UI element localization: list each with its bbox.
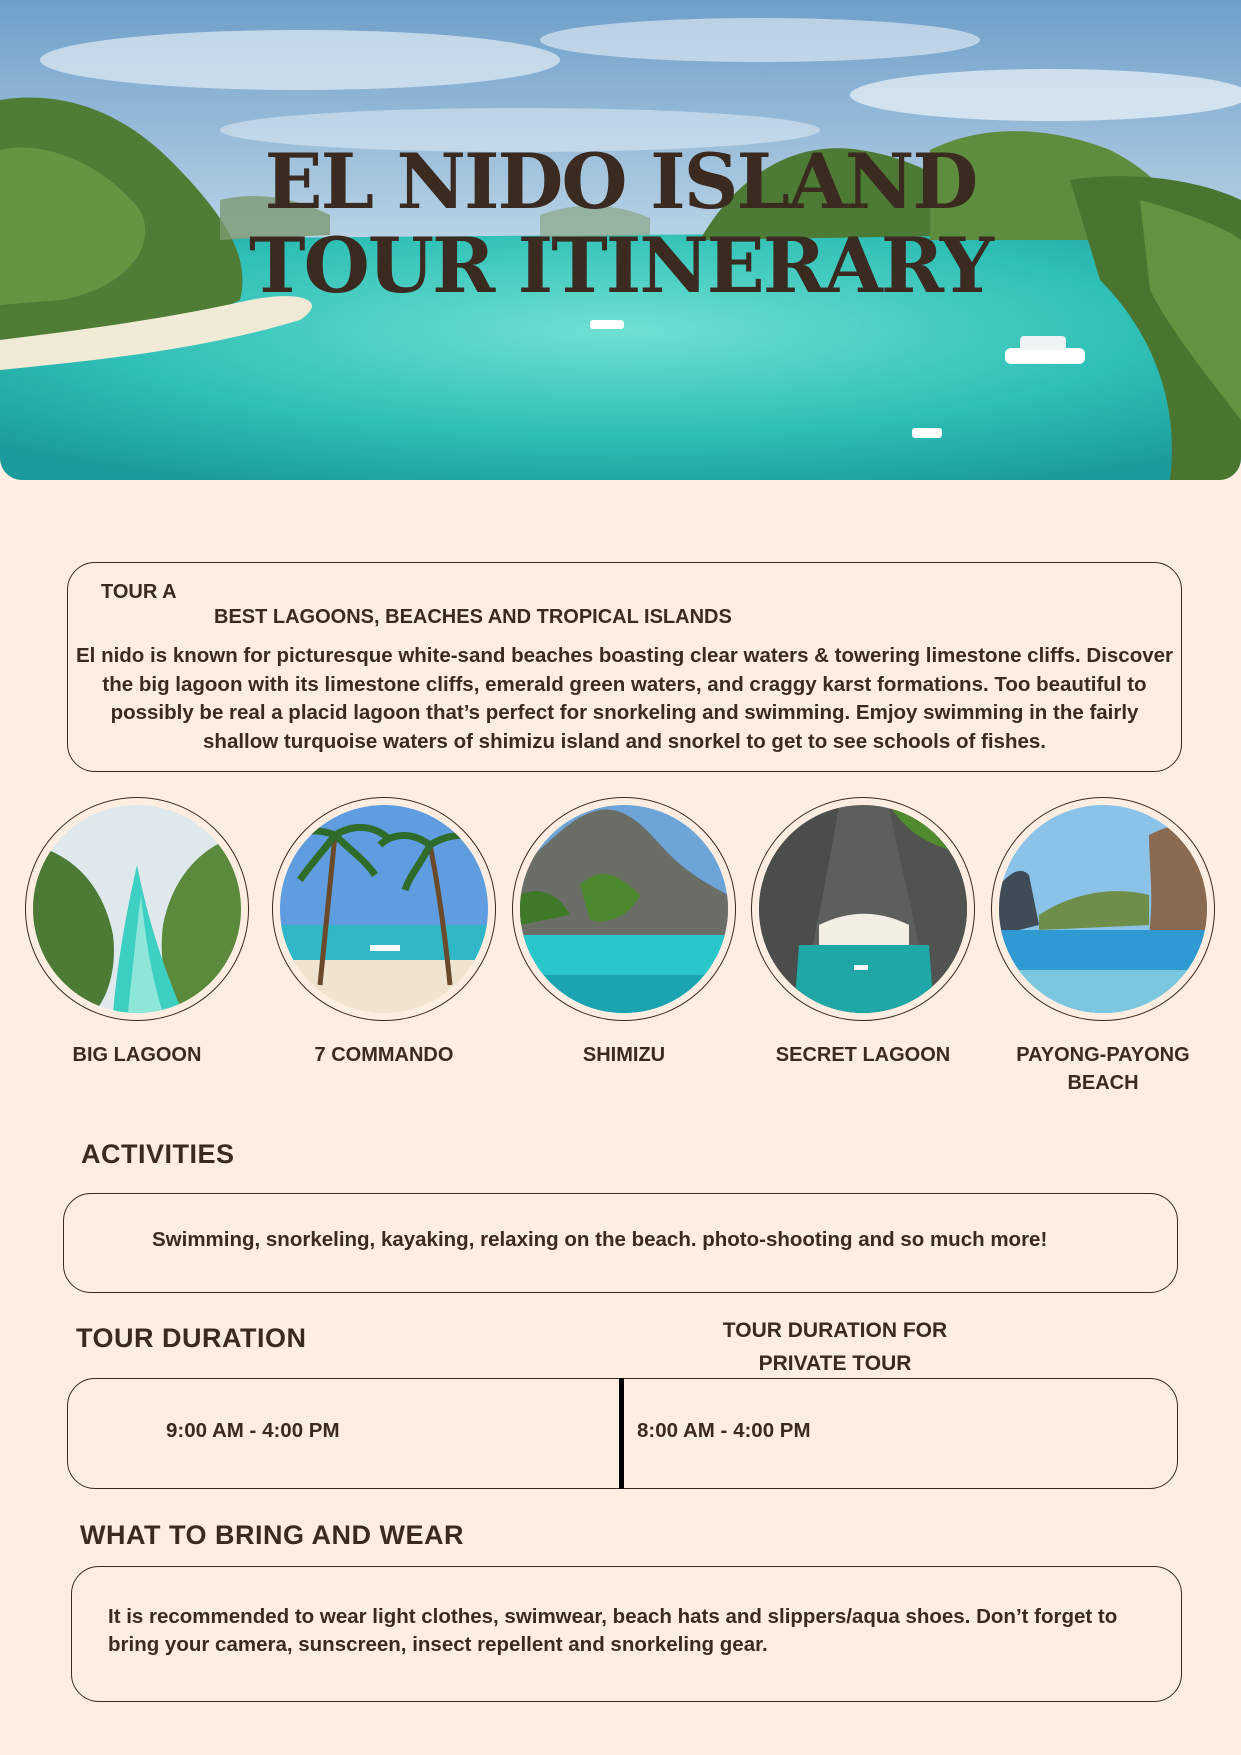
lagoon-photo-icon — [33, 805, 241, 1013]
spot-photo-frame — [512, 797, 736, 1021]
page-title — [0, 137, 1241, 310]
what-to-bring-heading: WHAT TO BRING AND WEAR — [80, 1520, 464, 1550]
secret-lagoon-photo-icon — [759, 805, 967, 1013]
activities-text: Swimming, snorkeling, kayaking, relaxing on the beach. photo-shooting and so much more! — [152, 1228, 1048, 1251]
spot-big-lagoon — [22, 797, 252, 1069]
what-to-bring-card — [71, 1566, 1182, 1702]
activities-heading: ACTIVITIES — [81, 1139, 235, 1169]
spot-photo-frame — [25, 797, 249, 1021]
private-tour-duration-heading: TOUR DURATION FOR PRIVATE TOUR — [722, 1319, 948, 1375]
spot-photo-frame — [991, 797, 1215, 1021]
spot-photo-frame — [272, 797, 496, 1021]
activities-card — [63, 1193, 1178, 1293]
spot-label: SHIMIZU — [582, 1044, 666, 1066]
tour-code: TOUR A — [101, 581, 177, 603]
spot-photo-frame — [751, 797, 975, 1021]
beach-cliff-photo-icon — [999, 805, 1207, 1013]
spot-label: 7 COMMANDO — [314, 1044, 454, 1066]
tour-duration-card — [67, 1378, 1178, 1489]
spot-secret-lagoon — [748, 797, 978, 1069]
what-to-bring-text: It is recommended to wear light clothes, swimwear, beach hats and slippers/aqua shoes. Don’t forget to bring your camera, sunscreen, insect repellent and snorkeling gear. — [108, 1605, 1118, 1656]
spot-7-commando — [269, 797, 499, 1069]
tour-description-card — [67, 562, 1182, 772]
tour-description: El nido is known for picturesque white-sand beaches boasting clear waters & towering limestone cliffs. Discover the big lagoon with its limestone cliffs, emerald green waters, and craggy karst formations. Too beautiful to possibly be real a placid lagoon that’s perfect for snorkeling and swimming. Emjoy swimming in the fairly shallow turquoise waters of shimizu island and snorkel to get to see schools of fishes. — [76, 644, 1174, 753]
spot-shimizu — [509, 797, 739, 1069]
spot-label: SECRET LAGOON — [775, 1044, 951, 1066]
title-line-2: TOUR ITINERARY — [249, 221, 992, 310]
duration-divider — [619, 1378, 624, 1489]
tour-duration-heading: TOUR DURATION — [76, 1323, 307, 1353]
spot-payong-payong-beach — [988, 797, 1218, 1097]
spot-label: PAYONG-PAYONG BEACH — [1016, 1044, 1190, 1094]
hero-banner — [0, 0, 1241, 480]
tour-subtitle: BEST LAGOONS, BEACHES AND TROPICAL ISLANDS — [214, 606, 732, 628]
private-tour-time: 8:00 AM - 4:00 PM — [637, 1419, 811, 1442]
palm-beach-photo-icon — [280, 805, 488, 1013]
regular-tour-time: 9:00 AM - 4:00 PM — [166, 1419, 340, 1442]
spot-label: BIG LAGOON — [72, 1044, 202, 1066]
island-cliff-photo-icon — [520, 805, 728, 1013]
title-line-1: EL NIDO ISLAND — [264, 137, 977, 226]
